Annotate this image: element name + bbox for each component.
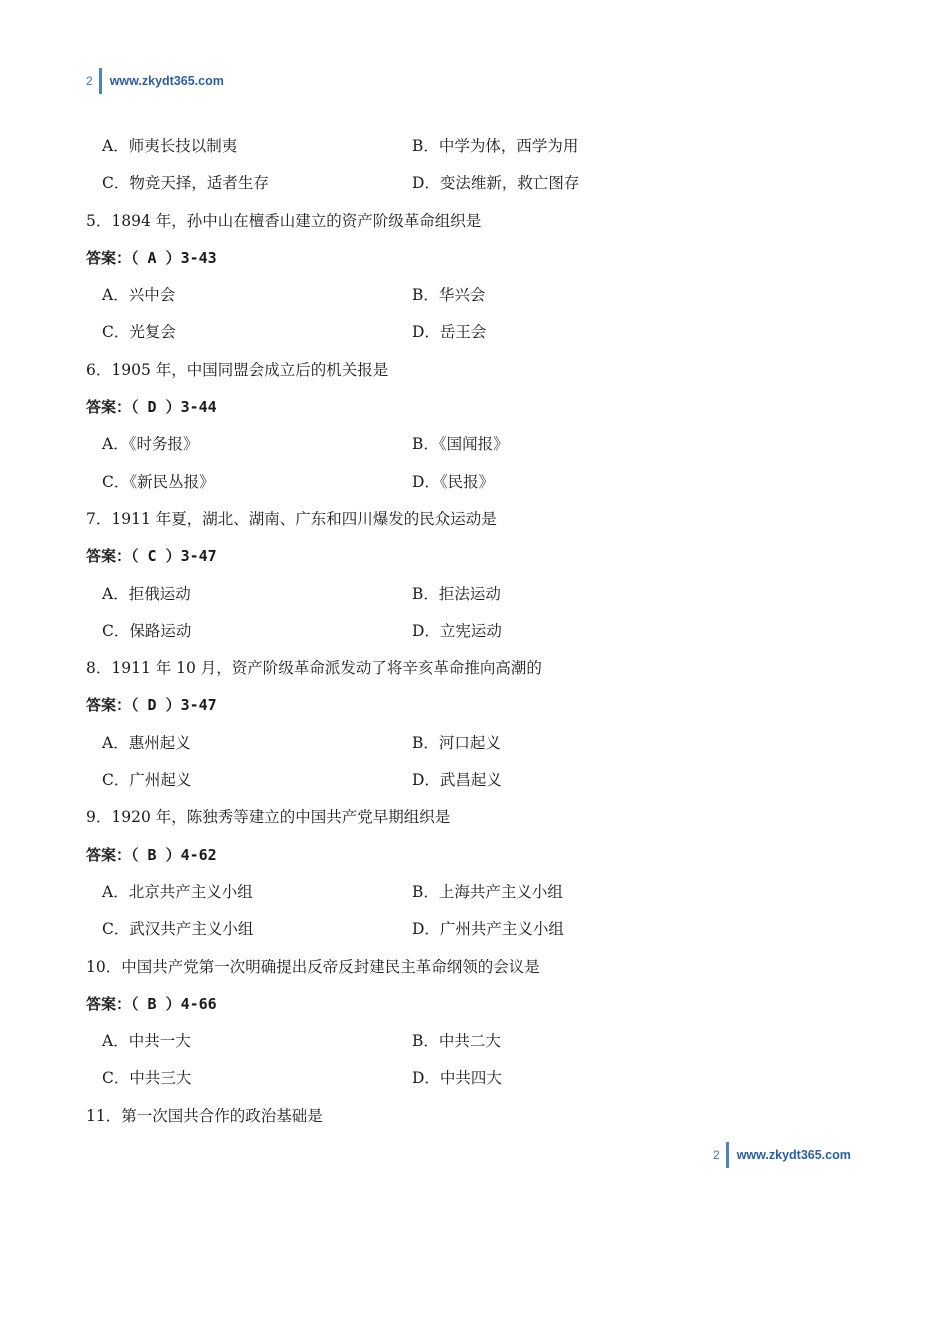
option-row (86, 1060, 866, 1097)
option-left: A．北京共产主义小组 (102, 882, 253, 901)
answer-line: 答案：（ B ）4-62 (86, 845, 217, 864)
header-url: www.zkydt365.com (109, 74, 224, 88)
question-text: 11．第一次国共合作的政治基础是 (86, 1106, 323, 1125)
page-footer (713, 1142, 851, 1168)
option-row (86, 314, 866, 351)
answer-line: 答案：（ D ）3-44 (86, 398, 217, 417)
option-row (86, 762, 866, 799)
footer-divider (726, 1142, 729, 1168)
question-text: 7．1911 年夏，湖北、湖南、广东和四川爆发的民众运动是 (86, 509, 497, 528)
question-text: 9．1920 年，陈独秀等建立的中国共产党早期组织是 (86, 808, 451, 827)
option-row (86, 576, 866, 613)
option-left: C．中共三大 (102, 1069, 192, 1088)
footer-page-number: 2 (713, 1148, 720, 1162)
answer-line: 答案：（ D ）3-47 (86, 696, 217, 715)
document-body (86, 128, 866, 1135)
option-right: B．河口起义 (412, 733, 501, 752)
option-left: A．兴中会 (102, 286, 176, 305)
option-left: A．师夷长技以制夷 (102, 137, 238, 155)
option-left: C．保路运动 (102, 621, 192, 640)
option-row (86, 725, 866, 762)
option-right: D．广州共产主义小组 (412, 920, 564, 939)
option-right: D．中共四大 (412, 1069, 502, 1088)
option-row (86, 464, 866, 501)
option-row (86, 613, 866, 650)
option-left: A．惠州起义 (102, 733, 191, 752)
option-right: B．拒法运动 (412, 584, 501, 603)
option-row (86, 874, 866, 911)
option-left: C．武汉共产主义小组 (102, 920, 254, 939)
page-header (86, 68, 224, 94)
option-left: C．广州起义 (102, 771, 192, 790)
option-right: B．华兴会 (412, 286, 486, 305)
option-right: D．立宪运动 (412, 621, 502, 640)
option-right: D．武昌起义 (412, 771, 502, 790)
question-text: 5．1894 年，孙中山在檀香山建立的资产阶级革命组织是 (86, 211, 482, 230)
option-right: D．岳王会 (412, 323, 487, 342)
option-row (86, 277, 866, 314)
option-row (86, 426, 866, 463)
answer-line: 答案：（ B ）4-66 (86, 994, 217, 1013)
option-right: D．《民报》 (412, 472, 495, 491)
option-left: A．中共一大 (102, 1032, 191, 1051)
question-text: 10．中国共产党第一次明确提出反帝反封建民主革命纲领的会议是 (86, 957, 540, 976)
option-row (86, 128, 866, 165)
question-text: 8．1911 年 10 月，资产阶级革命派发动了将辛亥革命推向高潮的 (86, 659, 542, 678)
option-right: B．《国闻报》 (412, 435, 509, 454)
option-left: A．《时务报》 (102, 435, 199, 454)
option-right: B．中学为体，西学为用 (412, 137, 579, 155)
answer-line: 答案：（ A ）3-43 (86, 248, 217, 267)
option-left: C．物竞天择，适者生存 (102, 174, 269, 193)
option-left: C．《新民丛报》 (102, 472, 215, 491)
option-right: B．中共二大 (412, 1032, 501, 1051)
option-row (86, 911, 866, 948)
option-right: D．变法维新，救亡图存 (412, 174, 580, 193)
header-page-number: 2 (86, 74, 93, 88)
option-row (86, 165, 866, 202)
option-row (86, 1023, 866, 1060)
answer-line: 答案：（ C ）3-47 (86, 547, 217, 566)
option-left: C．光复会 (102, 323, 176, 342)
option-right: B．上海共产主义小组 (412, 882, 563, 901)
footer-url: www.zkydt365.com (736, 1148, 851, 1162)
header-divider (99, 68, 102, 94)
option-left: A．拒俄运动 (102, 584, 191, 603)
question-text: 6．1905 年，中国同盟会成立后的机关报是 (86, 360, 389, 379)
